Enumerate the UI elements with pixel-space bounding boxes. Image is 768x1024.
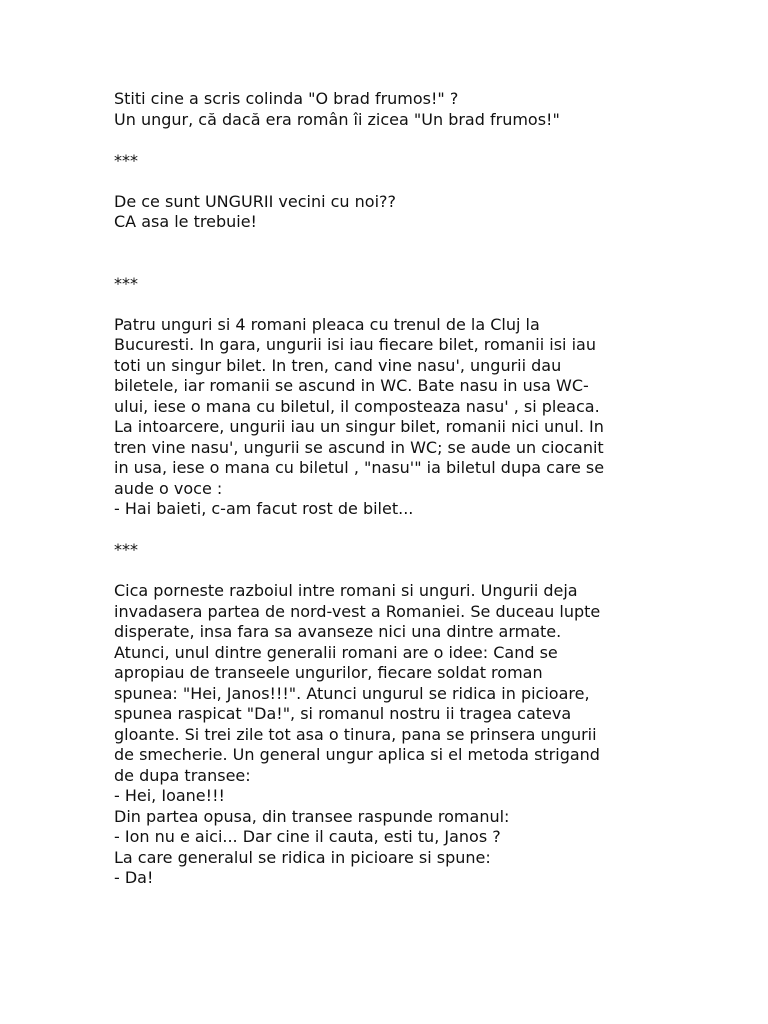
text-line: disperate, insa fara sa avanseze nici una dintre armate. — [114, 622, 562, 641]
text-line: in usa, iese o mana cu biletul , "nasu'" ia biletul dupa care se — [114, 458, 605, 477]
text-line: spunea: "Hei, Janos!!!". Atunci ungurul se ridica in picioare, — [114, 683, 590, 703]
text-line: spunea raspicat "Da!", si romanul nostru ii tragea cateva — [114, 704, 572, 723]
text-line: biletele, iar romanii se ascund in WC. Bate nasu in usa WC- — [114, 376, 589, 395]
joke-vecini — [114, 192, 659, 233]
text-line: invadasera partea de nord-vest a Romaniei. Se duceau lupte — [114, 601, 601, 621]
text-line: Din partea opusa, din transee raspunde romanul: — [114, 806, 510, 826]
joke-tren — [114, 315, 659, 520]
text-line: CA asa le trebuie! — [114, 212, 257, 231]
text-line: de smecherie. Un general ungur aplica si el metoda strigand — [114, 745, 600, 764]
text-line: La intoarcere, ungurii iau un singur bilet, romanii nici unul. In — [114, 417, 604, 436]
text-line: Stiti cine a scris colinda "O brad frumos!" ? — [114, 89, 459, 108]
text-line: Un ungur, că dacă era român îi zicea "Un brad frumos!" — [114, 109, 560, 129]
text-line: aude o voce : — [114, 478, 223, 498]
text-line: gloante. Si trei zile tot asa o tinura, pana se prinsera ungurii — [114, 724, 597, 744]
text-line: - Ion nu e aici... Dar cine il cauta, esti tu, Janos ? — [114, 827, 501, 846]
text-line: Bucuresti. In gara, ungurii isi iau fiecare bilet, romanii isi iau — [114, 335, 596, 354]
text-line: apropiau de transeele ungurilor, fiecare soldat roman — [114, 663, 543, 682]
text-line: Patru unguri si 4 romani pleaca cu trenul de la Cluj la — [114, 314, 540, 334]
text-line: - Hai baieti, c-am facut rost de bilet... — [114, 499, 414, 518]
separator: *** — [114, 540, 138, 559]
joke-razboi — [114, 581, 659, 889]
text-line: de dupa transee: — [114, 765, 251, 785]
separator: *** — [114, 150, 138, 170]
separator: *** — [114, 273, 138, 293]
text-line: ului, iese o mana cu biletul, il composteaza nasu' , si pleaca. — [114, 396, 600, 416]
text-line: tren vine nasu', ungurii se ascund in WC; se aude un ciocanit — [114, 437, 604, 457]
text-line: - Hei, Ioane!!! — [114, 786, 225, 805]
text-line: La care generalul se ridica in picioare si spune: — [114, 847, 491, 867]
joke-o-brad-frumos — [114, 89, 659, 130]
text-line: Atunci, unul dintre generalii romani are o idee: Cand se — [114, 642, 558, 662]
text-line: toti un singur bilet. In tren, cand vine nasu', ungurii dau — [114, 355, 562, 375]
text-line: Cica porneste razboiul intre romani si unguri. Ungurii deja — [114, 581, 578, 600]
text-line: De ce sunt UNGURII vecini cu noi?? — [114, 191, 396, 211]
text-line: - Da! — [114, 868, 154, 887]
document-page — [114, 89, 659, 889]
